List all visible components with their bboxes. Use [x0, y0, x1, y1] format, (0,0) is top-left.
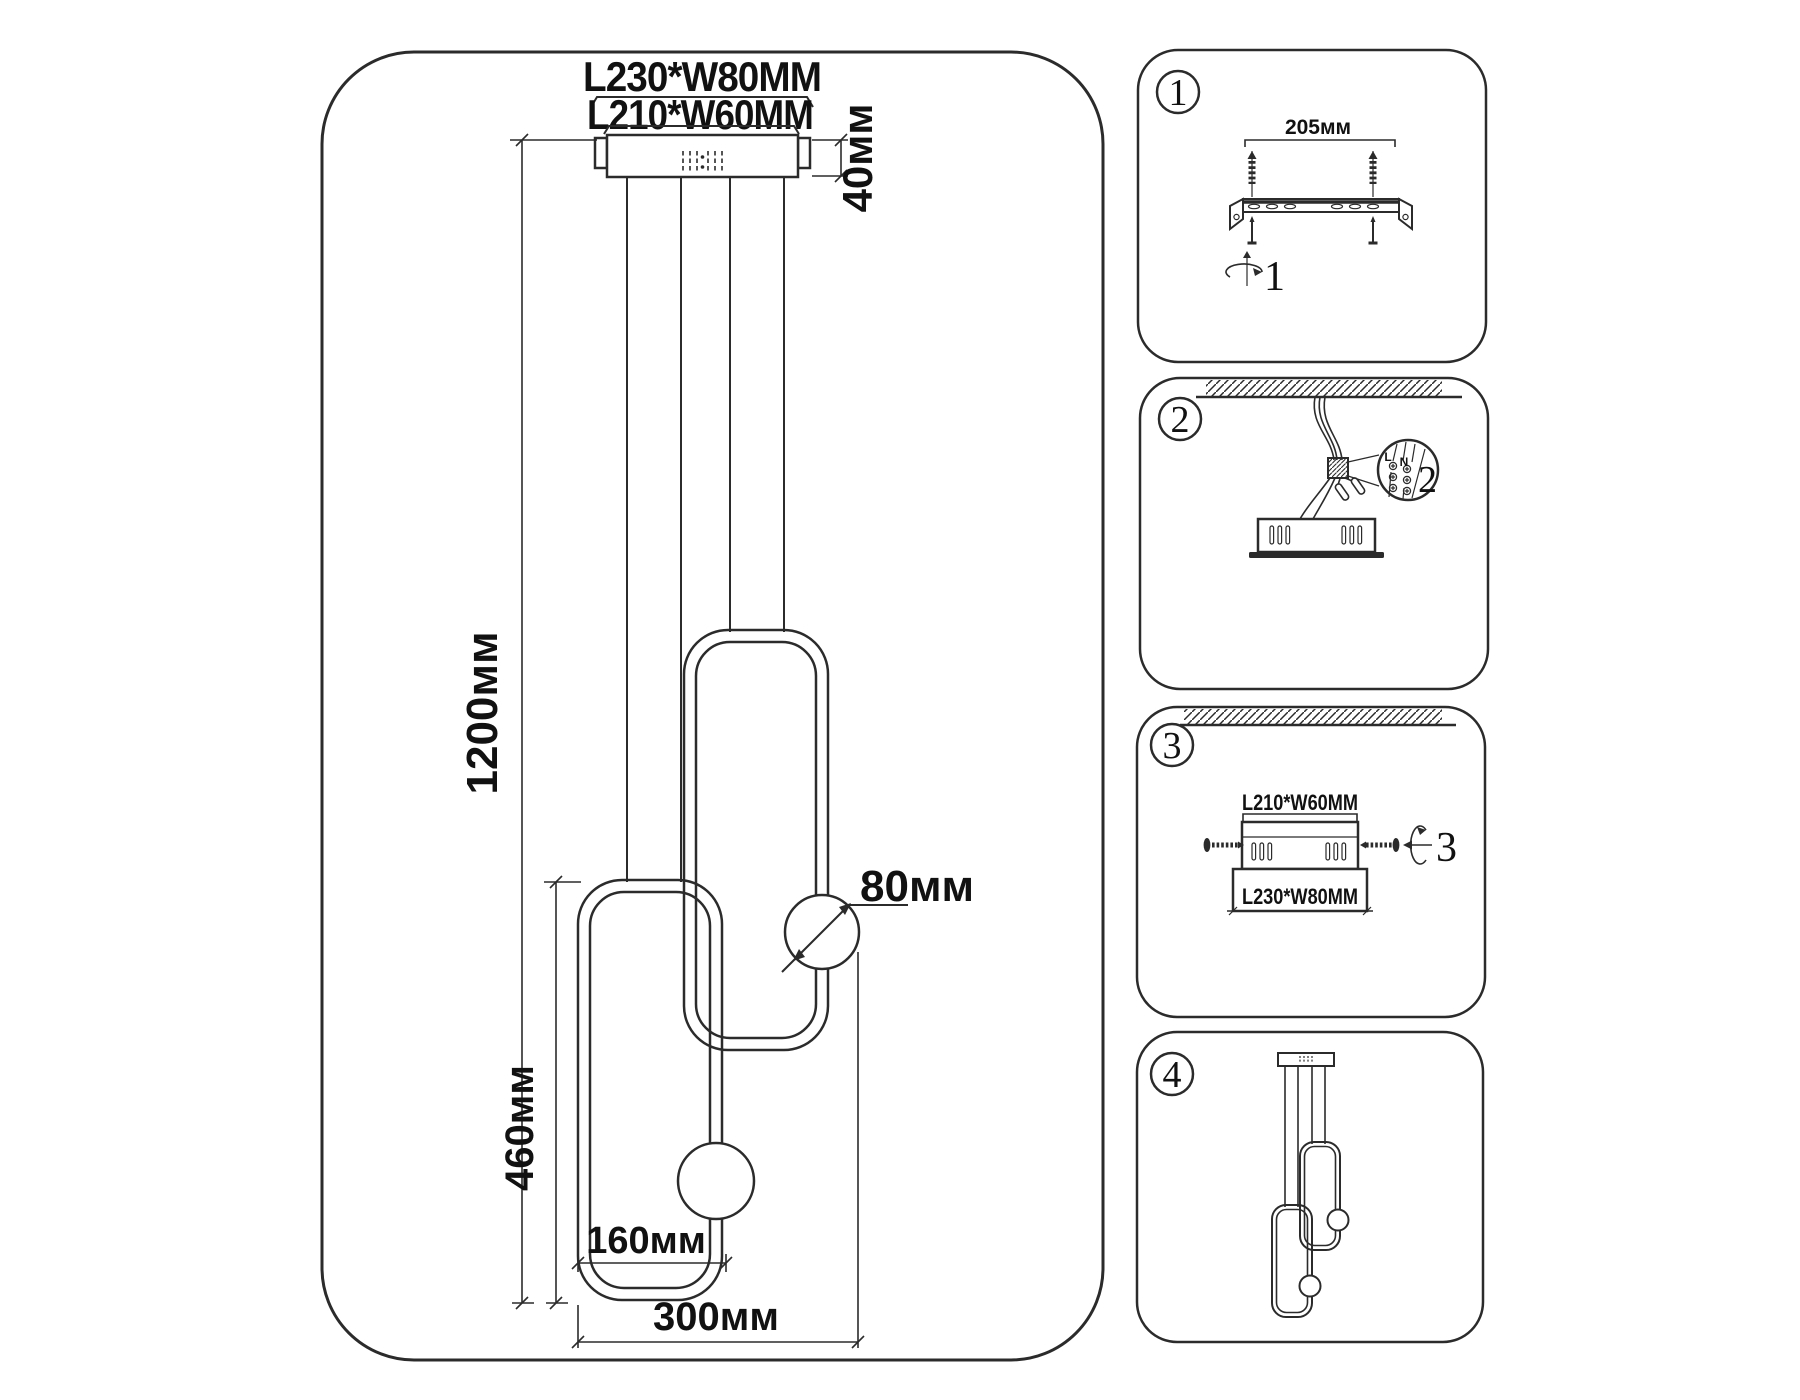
step-1-action-number: 1 [1264, 254, 1285, 300]
ceiling-hatch [1206, 380, 1442, 397]
dimension-canopy-height [812, 104, 881, 213]
overall-width-label: 300мм [653, 1295, 779, 1339]
canopy-left-tab [595, 138, 607, 168]
wall-anchor-icon [1369, 151, 1378, 197]
step-2-number: 2 [1170, 399, 1190, 441]
screw-icon [1204, 838, 1244, 852]
screw-icon [1369, 216, 1378, 243]
screw-icon [1248, 216, 1257, 243]
step-2-panel [1140, 378, 1488, 689]
step-4-number: 4 [1162, 1054, 1182, 1096]
wall-anchor-icon [1248, 151, 1257, 197]
driver-box [1242, 822, 1358, 869]
canopy-height-label: 40мм [834, 103, 881, 213]
mini-canopy [1278, 1053, 1334, 1066]
mini-lower-sphere [1300, 1276, 1321, 1297]
driver-box [1249, 519, 1384, 558]
connector-plug-icon [1334, 483, 1350, 501]
canopy-dot [701, 155, 705, 159]
lower-sphere [678, 1143, 754, 1219]
step-3-panel [1137, 707, 1485, 1017]
total-drop-label: 1200мм [458, 631, 507, 795]
step-4-panel [1137, 1032, 1483, 1342]
driver-size-bracket [1243, 814, 1357, 821]
main-drawing [322, 52, 1103, 1360]
screw-icon [1360, 838, 1399, 852]
step-3-action-number: 3 [1436, 825, 1457, 871]
step-1-number: 1 [1168, 72, 1188, 114]
rotate-icon [1403, 826, 1432, 864]
mini-upper-ring [1300, 1142, 1340, 1250]
terminal-block [1328, 458, 1348, 478]
canopy-outer-size-label: L230*W80MM [583, 53, 821, 100]
bracket-spacing-dimension [1245, 140, 1395, 147]
ring-width-label: 160мм [586, 1220, 706, 1262]
canopy-inner-size-label: L210*W60MM [587, 91, 813, 138]
sphere-diameter-label: 80мм [860, 862, 975, 911]
rotate-icon [1226, 251, 1262, 286]
bracket-spacing-label: 205мм [1284, 116, 1352, 139]
mounting-bracket [1230, 199, 1412, 229]
suspension-wires [627, 177, 784, 882]
terminal-live-label: L [1384, 450, 1392, 464]
canopy-base-plate [1227, 869, 1373, 915]
assembled-pendant [1272, 1053, 1349, 1317]
callout-leader [1348, 455, 1379, 462]
mains-wires [1314, 397, 1342, 460]
upper-ring [684, 630, 828, 1050]
driver-size-label: L210*W60MM [1242, 790, 1358, 815]
mini-upper-sphere [1328, 1210, 1349, 1231]
canopy-dot [701, 165, 705, 169]
terminal-neutral-label: N [1399, 455, 1409, 469]
step-3-number: 3 [1162, 725, 1182, 767]
canopy [595, 135, 810, 177]
dimension-ring-height [498, 876, 581, 1309]
step-2-detail-number: 2 [1418, 459, 1437, 501]
mini-lower-ring [1272, 1205, 1312, 1317]
step-1-panel [1138, 50, 1486, 362]
plate-size-label: L230*W80MM [1242, 884, 1358, 909]
canopy-right-tab [798, 138, 810, 168]
driver-base-plate [1249, 552, 1384, 558]
ring-height-label: 460мм [498, 1065, 542, 1191]
ceiling-hatch [1184, 709, 1442, 725]
